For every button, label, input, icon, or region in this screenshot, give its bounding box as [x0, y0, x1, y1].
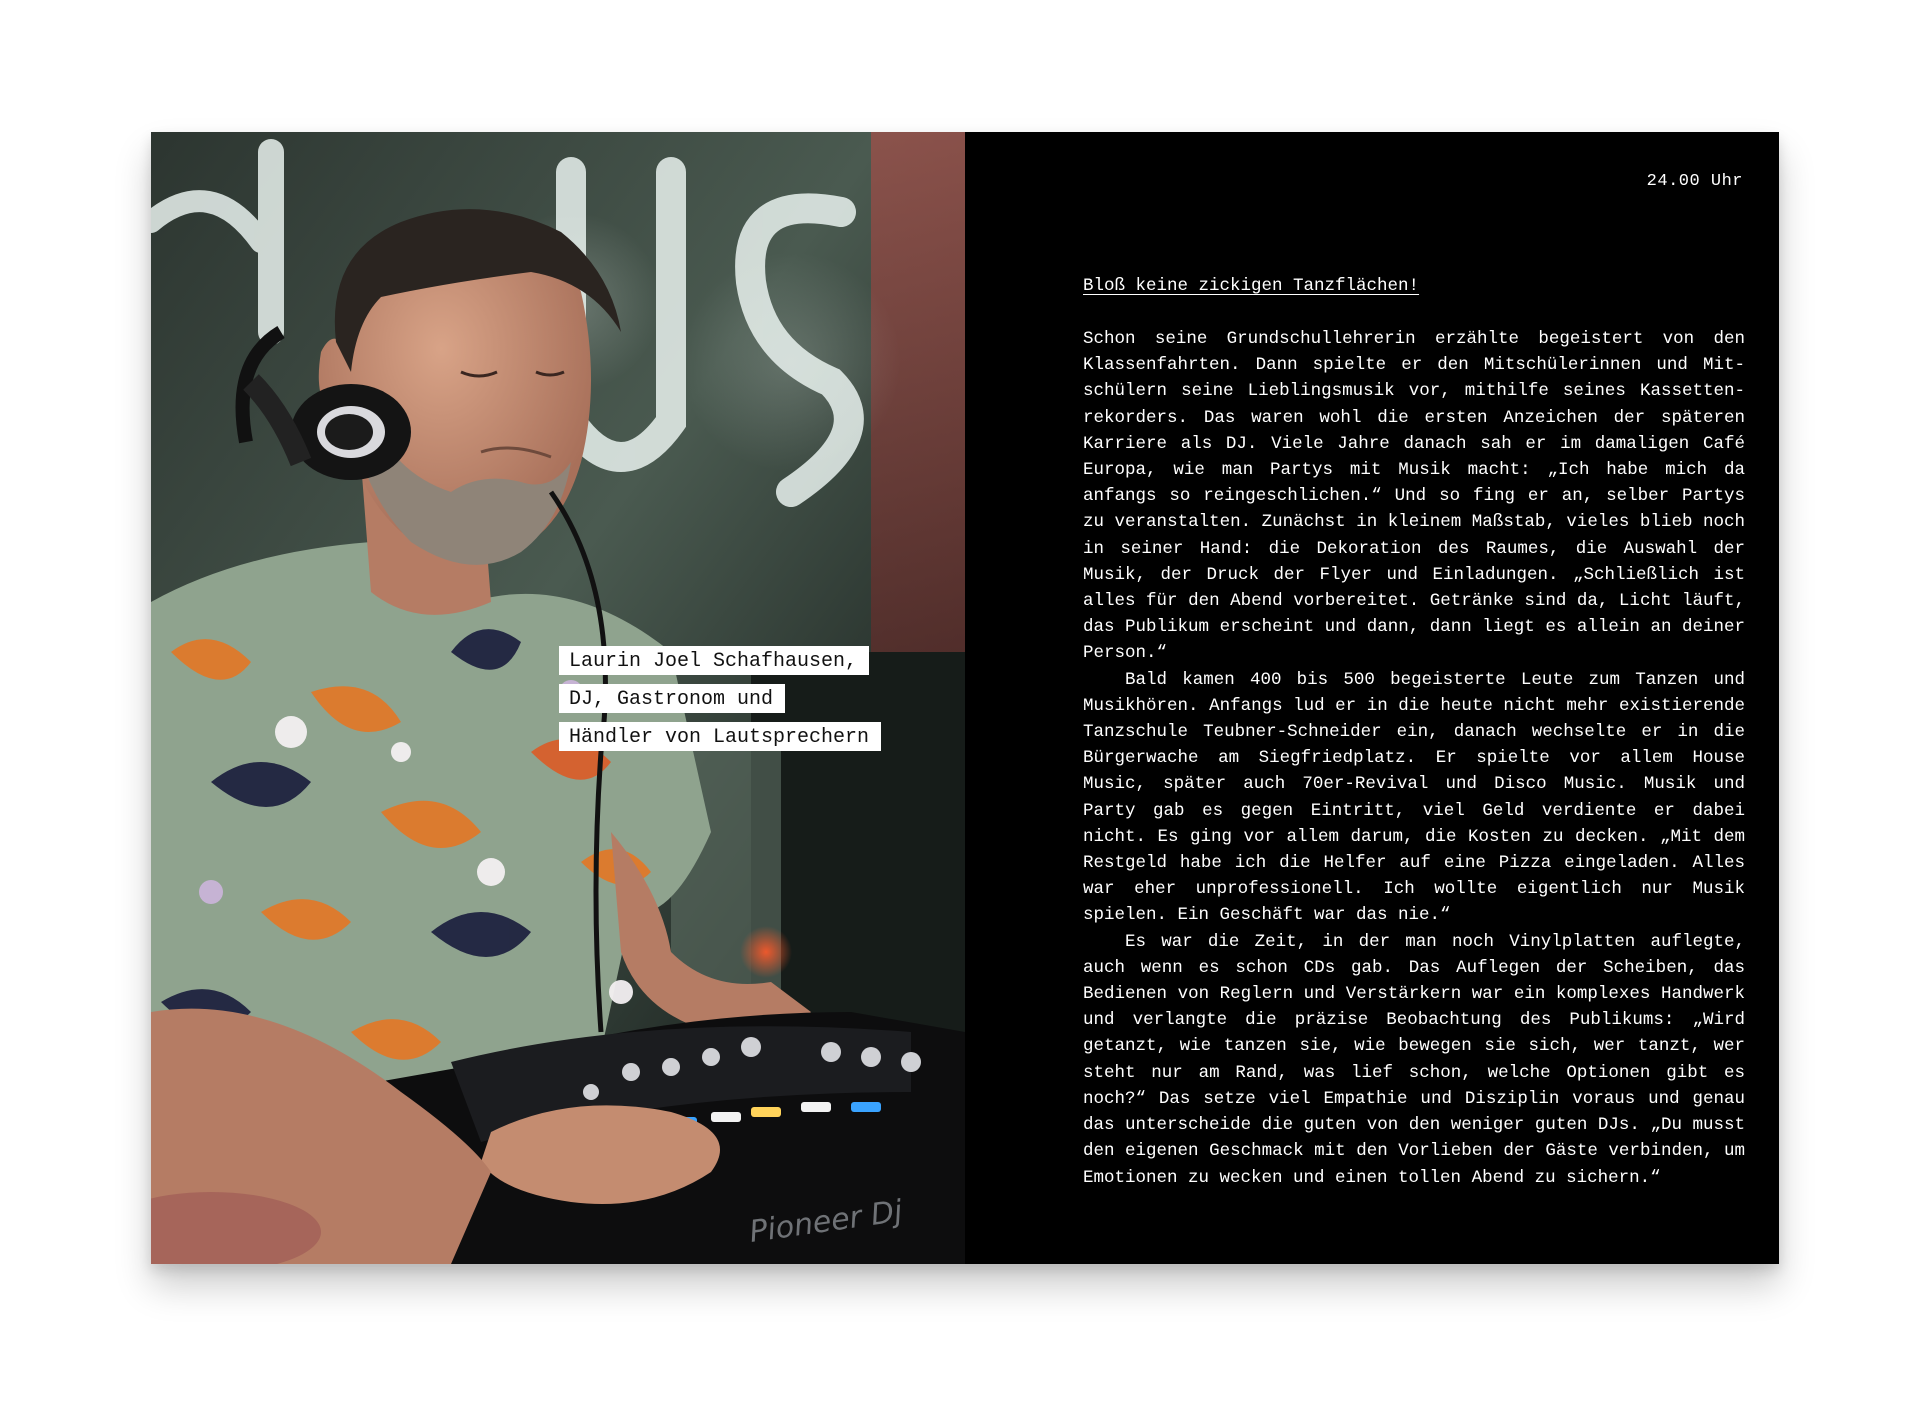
photo-page [151, 132, 965, 1264]
photo-caption [559, 646, 881, 760]
caption-line: DJ, Gastronom und [559, 684, 785, 713]
controller-brand: Pioneer Dj [747, 1193, 905, 1250]
article-paragraph: Schon seine Grundschullehrerin erzählte begeistert von den Klassenfahrten. Dann spielte er den Mitschülerinnen und Mitschülern seine Lieblingsmusik vor, mithilfe seines Kassettenrekorders. Das waren wohl die ersten Anzeichen der späteren Karriere als DJ. Viele Jahre danach sah er im damaligen Café Europa, wie man Partys mit Musik macht: „Ich habe mich da anfangs so reingeschlichen.“ Und so fing er an, selber Partys zu veranstalten. Zunächst in kleinem Maßstab, vieles blieb noch in seiner Hand: die Dekoration des Raumes, die Auswahl der Musik, der Druck der Flyer und Einladungen. „Schließlich ist alles für den Abend vorbereitet. Getränke sind da, Licht läuft, das Publikum erscheint und dann, dann liegt es allein an deiner Person.“ [1083, 329, 1745, 664]
text-page [965, 132, 1779, 1264]
caption-line: Laurin Joel Schafhausen, [559, 646, 869, 675]
caption-line: Händler von Lautsprechern [559, 722, 881, 751]
time-label: 24.00 Uhr [1646, 172, 1743, 191]
magazine-spread [151, 132, 1779, 1264]
article-paragraph: Es war die Zeit, in der man noch Vinylplatten auflegte, auch wenn es schon CDs gab. Das Auflegen der Scheiben, das Bedienen von Reglern und Verstärkern war ein komplexes Handwerk und verlangte die präzise Beobachtung des Publikums: „Wird getanzt, wie tanzen sie, wie bewegen sie sich, wer tanzt, wer steht nur am Rand, was lief schon, welche Optionen gibt es noch?“ Das setze viel Empathie und Disziplin voraus und genau das unterscheide die guten von den weniger guten DJs. „Du musst den eigenen Geschmack mit den Vorlieben der Gäste verbinden, um Emotionen zu wecken und einen tollen Abend zu sichern.“ [1083, 931, 1745, 1188]
article-heading: Bloß keine zickigen Tanzflächen! [1083, 276, 1420, 296]
article-body [1083, 326, 1745, 1191]
article-paragraph: Bald kamen 400 bis 500 begeisterte Leute zum Tanzen und Musikhören. Anfangs lud er in die heute nicht mehr existierende Tanzschule Teubner-Schneider ein, danach wechselte er in die Bürgerwache am Siegfriedplatz. Er spielte vor allem House Music, später auch 70er-Revival und Disco Music. Musik und Party gab es gegen Eintritt, viel Geld verdiente er dabei nicht. Es ging vor allem darum, die Kosten zu decken. „Mit dem Restgeld habe ich die Helfer auf eine Pizza eingeladen. Alles war eher unprofessionell. Ich wollte eigentlich nur Musik spielen. Ein Geschäft war das nie.“ [1083, 669, 1745, 926]
